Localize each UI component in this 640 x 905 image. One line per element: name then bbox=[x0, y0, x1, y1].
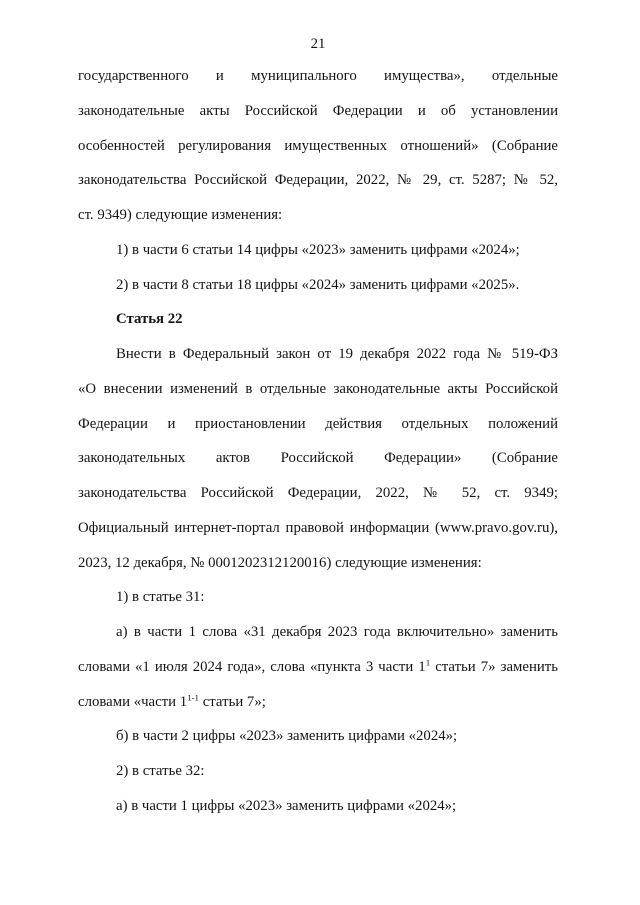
text-line: законодательства Российской Федерации, 2022, № 29, ст. 5287; № 52, bbox=[78, 172, 558, 189]
text-line: ст. 9349) следующие изменения: bbox=[78, 207, 283, 223]
superscript: 1 bbox=[425, 657, 431, 668]
text-line: государственного и муниципального имущества», отдельные bbox=[78, 68, 558, 84]
list-item: 1) в части 6 статьи 14 цифры «2023» заменить цифрами «2024»; bbox=[116, 241, 520, 258]
article-22-paragraph bbox=[78, 337, 558, 580]
text-line bbox=[78, 685, 558, 720]
text-line: законодательные акты Российской Федерации и об установлении bbox=[78, 102, 558, 119]
sub-item: а) в части 1 цифры «2023» заменить цифрами «2024»; bbox=[116, 797, 457, 814]
text-line: особенностей регулирования имущественных отношений» (Собрание bbox=[78, 137, 558, 154]
text-line: «О внесении изменений в отдельные законодательные акты Российской bbox=[78, 380, 558, 397]
sub-item: б) в части 2 цифры «2023» заменить цифрами «2024»; bbox=[116, 728, 458, 745]
document-body bbox=[78, 59, 558, 824]
continuation-paragraph bbox=[78, 59, 558, 233]
text-segment: статьи 7»; bbox=[199, 693, 266, 710]
superscript: 1-1 bbox=[187, 692, 199, 703]
sub-item-paragraph bbox=[78, 615, 558, 719]
page-number: 21 bbox=[310, 36, 326, 52]
text-segment: словами «1 июля 2024 года», слова «пункта 3 части 1 bbox=[78, 658, 426, 675]
list-item: 2) в части 8 статьи 18 цифры «2024» заменить цифрами «2025». bbox=[116, 276, 520, 293]
text-segment: статьи 7» заменить bbox=[430, 658, 558, 675]
text-line: 2023, 12 декабря, № 0001202312120016) следующие изменения: bbox=[78, 554, 482, 571]
text-line: законодательных актов Российской Федерации» (Собрание bbox=[78, 450, 558, 467]
text-line: Официальный интернет-портал правовой информации (www.pravo.gov.ru), bbox=[78, 519, 558, 536]
text-segment: словами «части 1 bbox=[78, 693, 188, 710]
text-line bbox=[78, 650, 558, 685]
article-heading: Статья 22 bbox=[116, 311, 183, 328]
text-line: Федерации и приостановлении действия отдельных положений bbox=[78, 415, 558, 432]
text-line: законодательства Российской Федерации, 2022, № 52, ст. 9349; bbox=[78, 485, 558, 501]
text-line: а) в части 1 слова «31 декабря 2023 года включительно» заменить bbox=[116, 624, 558, 640]
list-item: 2) в статье 32: bbox=[116, 763, 205, 779]
text-line: Внести в Федеральный закон от 19 декабря 2022 года № 519-ФЗ bbox=[116, 346, 558, 362]
list-item: 1) в статье 31: bbox=[116, 589, 205, 606]
